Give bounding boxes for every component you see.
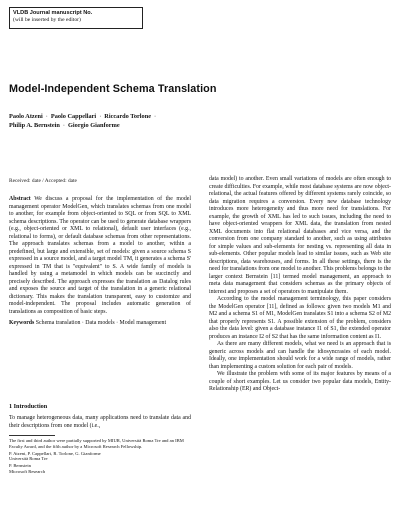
right-paragraph: As there are many different models, what we need is an approach that is generic across models and can handle the idiosyncrasies of each model. Ideally, one implementation should work for a wide range of models, rather than implementing a custom solution for each pair of models. <box>209 341 391 370</box>
right-column <box>209 176 391 394</box>
author-separator: · <box>62 122 66 130</box>
keywords <box>9 320 191 328</box>
right-paragraph: We illustrate the problem with some of its major features by means of a couple of short examples. Let us consider two popular data models, Entity-Relationship (ER) and Object- <box>209 371 391 392</box>
author-name: Giorgio Gianforme <box>68 122 120 130</box>
author-separator: · <box>45 113 48 120</box>
abstract-text: We discuss a proposal for the implementation of the model management operator ModelGen, which translates schemas from one model to another, for example from object-oriented to SQL or from SQL to XML schema descriptions. The operator can be used to generate database wrappers (e.g., object-oriented or XML to relational), default user interfaces (e.g., relational to forms), or default database schemas from other representations. The approach translates schemas from a model to another, within a predefined, but large and extensible, set of models: given a source schema S expressed in a source model, and a target model TM, it generates a schema S' expressed in TM that is "equivalent" to S. A wide family of models is handled by using a metamodel in which models can be succinctly and precisely described. The approach expresses the translation as Datalog rules and exposes the source and target of the translation in a generic relational dictionary. This makes the translation transparent, easy to customize and model-independent. The proposal includes automatic generation of translations as composition of basic steps. <box>9 196 191 315</box>
author-line-1 <box>9 112 159 121</box>
author-name: Paolo Cappellari <box>50 113 97 120</box>
abstract-label: Abstract <box>9 196 31 202</box>
footnote-rule <box>9 435 55 436</box>
right-paragraph: According to the model management terminology, this paper considers the ModelGen operator [11], defined as follows: given two models M1 and M2 and a schema S1 of M1, ModelGen translates S1 into a schema S2 of M2 that properly represents S1. A possible extension of the problem, considers also the data level: given a database instance I1 of S1, the extended operator produces an instance I2 of S2 that has the same information content as I1. <box>209 296 391 340</box>
paper-title: Model-Independent Schema Translation <box>9 83 217 95</box>
introduction-text <box>9 415 191 430</box>
footnote-affiliation-roma: P. Atzeni, P. Cappellari, R. Torlone, G. Gianforme Università Roma Tre <box>9 450 101 462</box>
left-column <box>9 196 191 328</box>
editor-note: (will be inserted by the editor) <box>13 16 81 23</box>
author-separator: · <box>154 113 157 120</box>
author-name: Riccardo Torlone <box>104 113 151 120</box>
author-list <box>9 112 159 131</box>
author-separator: · <box>99 113 102 120</box>
intro-paragraph: To manage heterogeneous data, many applications need to translate data and their descriptions from one model (i.e., <box>9 415 191 429</box>
keywords-label: Keywords <box>9 320 35 326</box>
received-date: Received: date / Accepted: date <box>9 178 77 184</box>
footnotes <box>9 438 191 476</box>
right-paragraph: data model) to another. Even small variations of models are often enough to create difficulties. For example, while most database systems are now object-relational, the actual features offered by different systems rarely coincide, so data migration requires a conversion. Every new database technology introduces more heterogeneity and thus more need for translations. For example, the growth of XML has led to such issues, including the need to have object-oriented wrappers for XML data, the translation from nested XML documents into flat relational databases and vice versa, and the conversion from one company standard to another, such as using attributes for simple values and sub-elements for nesting vs. representing all data in sub-elements. Other popular models lead to similar issues, such as Web site descriptions, data warehouses, and forms. In all these settings, there is the need for translations from one model to another. This problems belongs to the larger context Bernstein [11] termed model management, an approach to meta data management that considers schemas as the primary objects of interest and proposes a set of operators to manipulate them. <box>209 176 391 295</box>
footnote-affiliation-microsoft: P. Bernstein Microsoft Research <box>9 463 46 474</box>
footnote-funding: The first and third author were partially supported by MIUR, Università Roma Tre and an IBM Faculty Award, and the fifth author by a Microsoft Research Fellowship. <box>9 438 184 449</box>
journal-name: VLDB Journal manuscript No. <box>13 10 93 16</box>
author-line-2 <box>9 121 159 130</box>
author-name: Paolo Atzeni <box>9 113 43 120</box>
author-name: Philip A. Bernstein <box>9 122 60 130</box>
section-heading: 1 Introduction <box>9 403 48 410</box>
keywords-text: Schema translation · Data models · Model management <box>35 320 167 326</box>
journal-header-box <box>9 7 143 29</box>
abstract <box>9 196 191 316</box>
